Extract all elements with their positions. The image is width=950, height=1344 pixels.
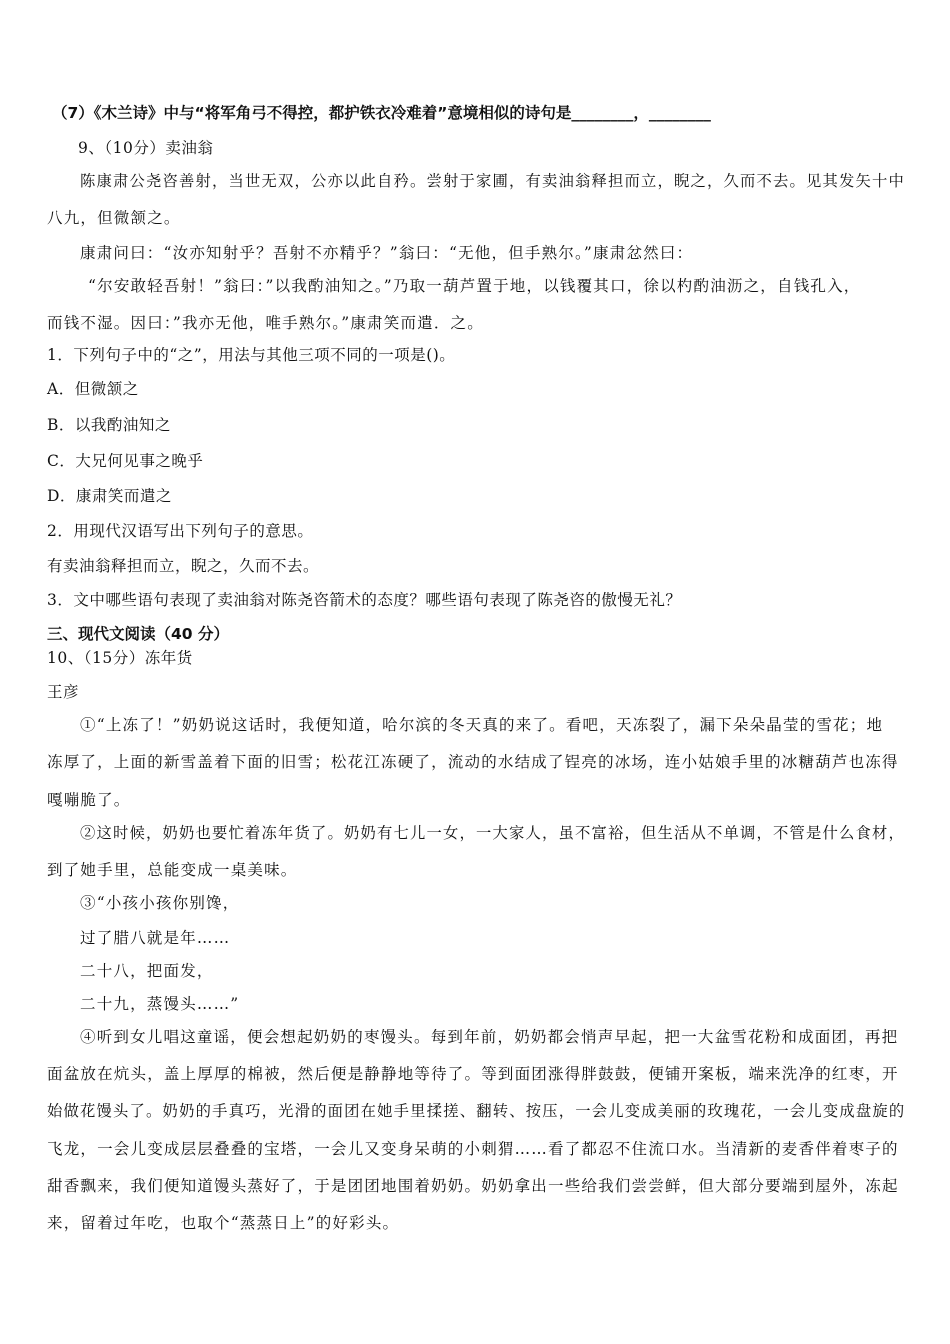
question-9-3: 3．文中哪些语句表现了卖油翁对陈尧咨箭术的态度？哪些语句表现了陈尧咨的傲慢无礼？ [47,591,682,609]
option-d: D．康肃笑而遣之 [47,487,172,505]
paragraph-4-line: 来，留着过年吃，也取个“蒸蒸日上”的好彩头。 [47,1214,400,1232]
paragraph-3-line: 二十九，蒸馒头……” [80,995,240,1013]
paragraph-1-line: 冻厚了，上面的新雪盖着下面的旧雪；松花江冻硬了，流动的水结成了锃亮的冰场，连小姑娘手里的冰糖葫芦也冻得 [47,753,899,771]
paragraph-2-line: 到了她手里，总能变成一桌美味。 [47,861,298,879]
passage-line: 而钱不湿。因曰：”我亦无他，唯手熟尔。”康肃笑而遣．之。 [47,314,484,332]
passage-line: 八九，但微颔之。 [47,209,181,227]
question-10-header: 10、（15分）冻年货 [47,649,193,667]
paragraph-2-line: ②这时候，奶奶也要忙着冻年货了。奶奶有七儿一女，一大家人，虽不富裕，但生活从不单调，不管是什么食材， [80,824,905,842]
paragraph-4-line: 始做花馒头了。奶奶的手真巧，光滑的面团在她手里揉搓、翻转、按压，一会儿变成美丽的玫瑰花，一会儿变成盘旋的 [47,1102,906,1120]
question-9-header: 9、（10分）卖油翁 [78,139,214,157]
question-9-1: 1．下列句子中的“之”，用法与其他三项不同的一项是()。 [47,346,456,364]
passage-line: 康肃问曰：“汝亦知射乎？吾射不亦精乎？”翁曰：“无他，但手熟尔。”康肃忿然曰： [80,244,694,262]
paragraph-3-line: 过了腊八就是年…… [80,929,231,947]
section-3-title: 三、现代文阅读（40 分） [47,625,229,643]
paragraph-4-line: ④听到女儿唱这童谣，便会想起奶奶的枣馒头。每到年前，奶奶都会悄声早起，把一大盆雪花粉和成面团，再把 [80,1028,899,1046]
paragraph-4-line: 面盆放在炕头，盖上厚厚的棉被，然后便是静静地等待了。等到面团涨得胖鼓鼓，便铺开案板，端来洗净的红枣，开 [47,1065,899,1083]
passage-line: 陈康肃公尧咨善射，当世无双，公亦以此自矜。尝射于家圃，有卖油翁释担而立，睨之，久而不去。见其发矢十中 [80,172,905,190]
option-b: B．以我酌油知之 [47,416,171,434]
option-a: A．但微颔之 [47,380,139,398]
paragraph-3-line: 二十八，把面发， [80,962,214,980]
paragraph-1-line: 嘎嘣脆了。 [47,791,131,809]
paragraph-4-line: 飞龙，一会儿变成层层叠叠的宝塔，一会儿又变身呆萌的小刺猬……看了都忍不住流口水。当清新的麦香伴着枣子的 [47,1140,899,1158]
question-9-2-sentence: 有卖油翁释担而立，睨之，久而不去。 [47,557,320,575]
passage-line: “尔安敢轻吾射！”翁曰：”以我酌油知之。”乃取一葫芦置于地，以钱覆其口，徐以杓酌油沥之，自钱孔入， [88,277,861,295]
question-9-2: 2．用现代汉语写出下列句子的意思。 [47,522,314,540]
question-7: （7）《木兰诗》中与“将军角弓不得控，都护铁衣冷难着”意境相似的诗句是________，________ [52,104,711,122]
option-c: C．大兄何见事之晚乎 [47,452,204,470]
paragraph-3-line: ③“小孩小孩你别馋， [80,894,240,912]
paragraph-1-line: ①“上冻了！”奶奶说这话时，我便知道，哈尔滨的冬天真的来了。看吧，天冻裂了，漏下朵朵晶莹的雪花；地 [80,716,884,734]
article-author: 王彦 [47,683,80,701]
paragraph-4-line: 甜香飘来，我们便知道馒头蒸好了，于是团团地围着奶奶。奶奶拿出一些给我们尝尝鲜，但大部分要端到屋外，冻起 [47,1177,899,1195]
